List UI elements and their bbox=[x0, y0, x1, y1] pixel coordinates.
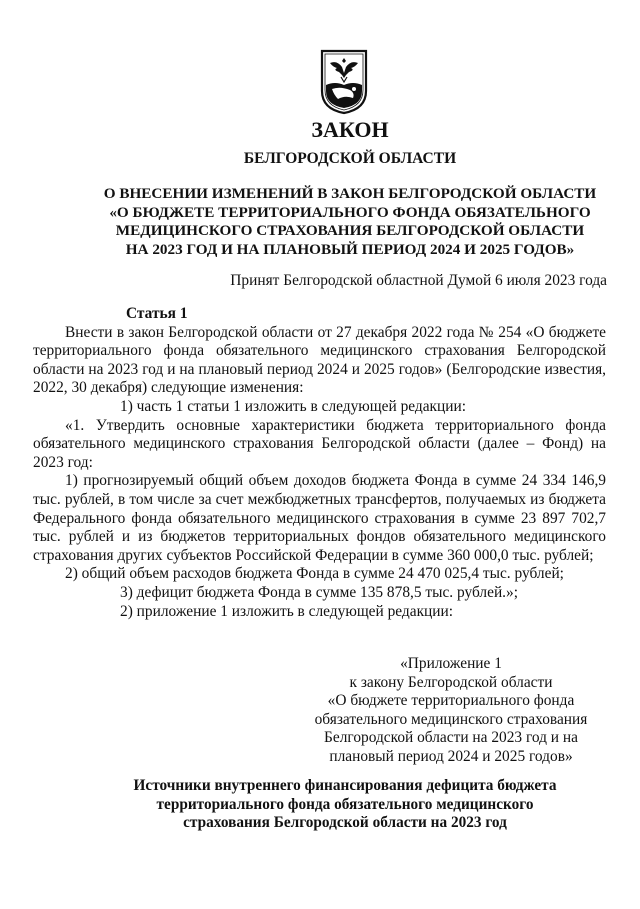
appendix-line: плановый период 2024 и 2025 годов» bbox=[329, 747, 573, 765]
paragraph: Внести в закон Белгородской области от 27 декабря 2022 года № 254 «О бюджете территориального фонда обязательного медицинского страхования Белгородской области на 2023 год и на плановый период 2024 и 2025 годов» (Белгородские известия, 2022, 30 декабря) следующие изменения: bbox=[33, 323, 606, 397]
appendix-line: к закону Белгородской области bbox=[349, 673, 553, 691]
paragraph: «1. Утвердить основные характеристики бюджета территориального фонда обязательного медицинского страхования Белгородской области (далее – Фонд) на 2023 год: bbox=[33, 416, 606, 471]
region-title: БЕЛГОРОДСКОЙ ОБЛАСТИ bbox=[243, 150, 457, 167]
appendix-line: обязательного медицинского страхования bbox=[314, 710, 588, 728]
paragraph: 2) общий объем расходов бюджета Фонда в сумме 24 470 025,4 тыс. рублей; bbox=[65, 565, 564, 583]
appendix-line: «О бюджете территориального фонда bbox=[327, 692, 575, 710]
heading-line: НА 2023 ГОД И НА ПЛАНОВЫЙ ПЕРИОД 2024 И 2025 ГОДОВ» bbox=[125, 240, 575, 258]
law-heading bbox=[80, 185, 620, 259]
heading-line: «О БЮДЖЕТЕ ТЕРРИТОРИАЛЬНОГО ФОНДА ОБЯЗАТЕЛЬНОГО bbox=[109, 203, 591, 221]
sources-line: страхования Белгородской области на 2023 год bbox=[183, 814, 507, 832]
appendix-reference bbox=[301, 655, 601, 767]
sources-heading bbox=[60, 777, 630, 833]
appendix-line: «Приложение 1 bbox=[400, 655, 502, 672]
sources-line: территориального фонда обязательного медицинского bbox=[156, 795, 534, 813]
heading-line: МЕДИЦИНСКОГО СТРАХОВАНИЯ БЕЛГОРОДСКОЙ ОБЛАСТИ bbox=[115, 222, 585, 240]
belgorod-coat-of-arms-icon bbox=[320, 49, 368, 115]
article-title: Статья 1 bbox=[126, 305, 188, 322]
document-type-title: ЗАКОН bbox=[311, 117, 389, 142]
adoption-note: Принят Белгородской областной Думой 6 июля 2023 года bbox=[230, 272, 607, 289]
article-body bbox=[33, 305, 606, 621]
paragraph: 1) часть 1 статьи 1 изложить в следующей редакции: bbox=[120, 397, 467, 415]
paragraph: 1) прогнозируемый общий объем доходов бюджета Фонда в сумме 24 334 146,9 тыс. рублей, в том числе за счет межбюджетных трансфертов, получаемых из бюджета Федерального фонда обязательного медицинского страхования в сумме 23 897 702,7 тыс. рублей и из бюджетов территориальных фондов обязательного медицинского страхования других субъектов Российской Федерации в сумме 360 000,0 тыс. рублей; bbox=[33, 472, 606, 564]
heading-line: О ВНЕСЕНИИ ИЗМЕНЕНИЙ В ЗАКОН БЕЛГОРОДСКОЙ ОБЛАСТИ bbox=[103, 185, 597, 202]
paragraph: 2) приложение 1 изложить в следующей редакции: bbox=[120, 602, 454, 620]
appendix-line: Белгородской области на 2023 год и на bbox=[324, 729, 578, 747]
paragraph: 3) дефицит бюджета Фонда в сумме 135 878,5 тыс. рублей.»; bbox=[120, 583, 518, 601]
sources-line: Источники внутреннего финансирования дефицита бюджета bbox=[133, 777, 557, 794]
